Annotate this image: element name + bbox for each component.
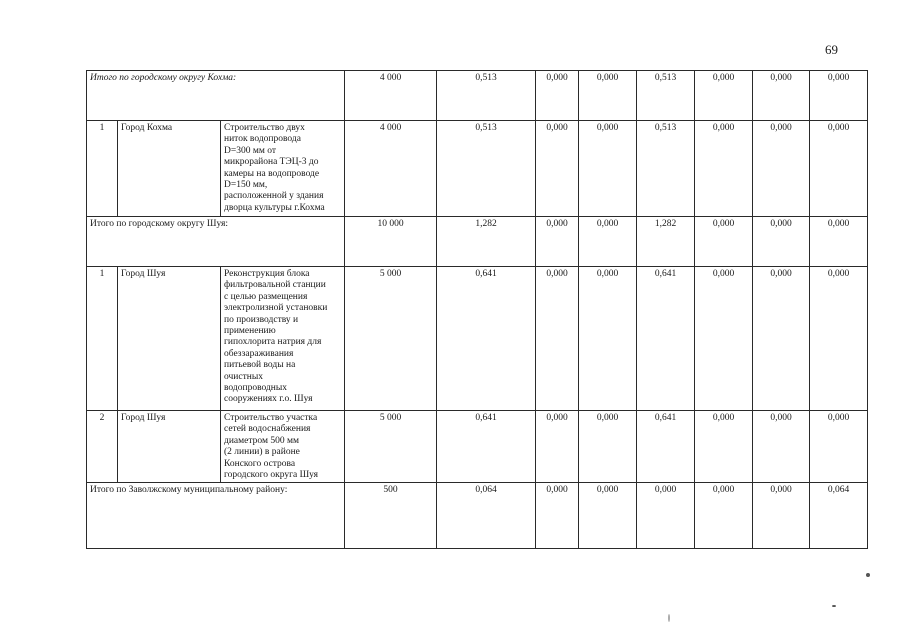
row-number: 2 (87, 411, 118, 483)
value-cell: 0,513 (437, 121, 536, 217)
description-line: сетей водоснабжения (224, 424, 311, 435)
value-cell: 0,513 (437, 71, 536, 121)
item-row (87, 267, 868, 411)
total-row (87, 217, 868, 267)
value-cell: 0,000 (695, 121, 753, 217)
description-line: D=150 мм, (224, 180, 268, 191)
item-row (87, 411, 868, 483)
total-row (87, 483, 868, 549)
value-cell: 0,000 (637, 483, 695, 549)
scan-speck (866, 573, 870, 577)
value-cell: 0,513 (637, 121, 695, 217)
value-cell: 0,064 (810, 483, 868, 549)
value-cell: 0,000 (753, 267, 810, 411)
value-cell: 0,000 (579, 121, 637, 217)
item-row (87, 121, 868, 217)
value-cell: 0,000 (695, 267, 753, 411)
value-cell: 0,000 (536, 71, 579, 121)
value-cell: 1,282 (637, 217, 695, 267)
description-line: очистных (224, 371, 263, 382)
value-cell: 0,000 (536, 217, 579, 267)
description-line: фильтровальной станции (224, 280, 326, 291)
description-line: Строительство двух (224, 123, 305, 133)
value-cell: 0,000 (753, 411, 810, 483)
value-cell: 0,513 (637, 71, 695, 121)
description-line: по производству и (224, 314, 299, 325)
project-description (221, 411, 345, 483)
description-line: ниток водопровода (224, 134, 301, 145)
total-label: Итого по городскому округу Кохма: (87, 71, 345, 121)
value-cell: 0,000 (810, 71, 868, 121)
description-line: дворца культуры г.Кохма (224, 202, 325, 213)
value-cell: 500 (345, 483, 437, 549)
description-line: обеззараживания (224, 348, 294, 359)
value-cell: 0,641 (437, 267, 536, 411)
scan-speck (832, 605, 836, 607)
value-cell: 0,000 (753, 217, 810, 267)
city-name: Город Шуя (118, 411, 221, 483)
value-cell: 0,000 (810, 217, 868, 267)
city-name: Город Шуя (118, 267, 221, 411)
total-label: Итого по Заволжскому муниципальному району: (87, 483, 345, 549)
project-description (221, 121, 345, 217)
value-cell: 0,000 (579, 71, 637, 121)
description-line: Строительство участка (224, 413, 318, 423)
description-line: сооружениях г.о. Шуя (224, 394, 313, 405)
scan-speck (668, 614, 670, 622)
value-cell: 0,000 (536, 411, 579, 483)
description-line: питьевой воды на (224, 360, 296, 371)
description-line: гипохлорита натрия для (224, 337, 322, 348)
funding-table (86, 70, 868, 549)
description-line: диаметром 500 мм (224, 435, 299, 446)
value-cell: 0,000 (536, 483, 579, 549)
value-cell: 0,064 (437, 483, 536, 549)
value-cell: 0,000 (579, 267, 637, 411)
description-line: электролизной установки (224, 303, 328, 314)
description-line: камеры на водопроводе (224, 168, 320, 179)
value-cell: 0,000 (695, 71, 753, 121)
value-cell: 0,000 (810, 411, 868, 483)
description-line: D=300 мм от (224, 145, 277, 156)
description-line: городского округа Шуя (224, 470, 319, 481)
value-cell: 0,641 (637, 411, 695, 483)
description-line: Конского острова (224, 458, 296, 469)
description-line: водопроводных (224, 383, 288, 394)
row-number: 1 (87, 267, 118, 411)
project-description (221, 267, 345, 411)
value-cell: 0,000 (579, 483, 637, 549)
description-line: Реконструкция блока (224, 269, 310, 279)
value-cell: 0,000 (536, 121, 579, 217)
description-line: микрорайона ТЭЦ-3 до (224, 157, 319, 168)
description-line: (2 линии) в районе (224, 447, 300, 458)
page-number: 69 (825, 42, 838, 57)
row-number: 1 (87, 121, 118, 217)
value-cell: 0,000 (536, 267, 579, 411)
total-row (87, 71, 868, 121)
value-cell: 5 000 (345, 267, 437, 411)
value-cell: 0,000 (810, 267, 868, 411)
value-cell: 0,000 (579, 411, 637, 483)
value-cell: 0,641 (437, 411, 536, 483)
value-cell: 0,641 (637, 267, 695, 411)
value-cell: 0,000 (695, 217, 753, 267)
value-cell: 4 000 (345, 71, 437, 121)
value-cell: 0,000 (810, 121, 868, 217)
table-body (87, 71, 868, 549)
value-cell: 4 000 (345, 121, 437, 217)
description-line: применению (224, 326, 276, 337)
value-cell: 10 000 (345, 217, 437, 267)
total-label: Итого по городскому округу Шуя: (87, 217, 345, 267)
value-cell: 0,000 (579, 217, 637, 267)
value-cell: 1,282 (437, 217, 536, 267)
value-cell: 0,000 (753, 71, 810, 121)
value-cell: 0,000 (695, 483, 753, 549)
city-name: Город Кохма (118, 121, 221, 217)
value-cell: 0,000 (695, 411, 753, 483)
description-line: с целью размещения (224, 291, 308, 302)
description-line: расположенной у здания (224, 191, 324, 202)
value-cell: 0,000 (753, 483, 810, 549)
value-cell: 0,000 (753, 121, 810, 217)
value-cell: 5 000 (345, 411, 437, 483)
